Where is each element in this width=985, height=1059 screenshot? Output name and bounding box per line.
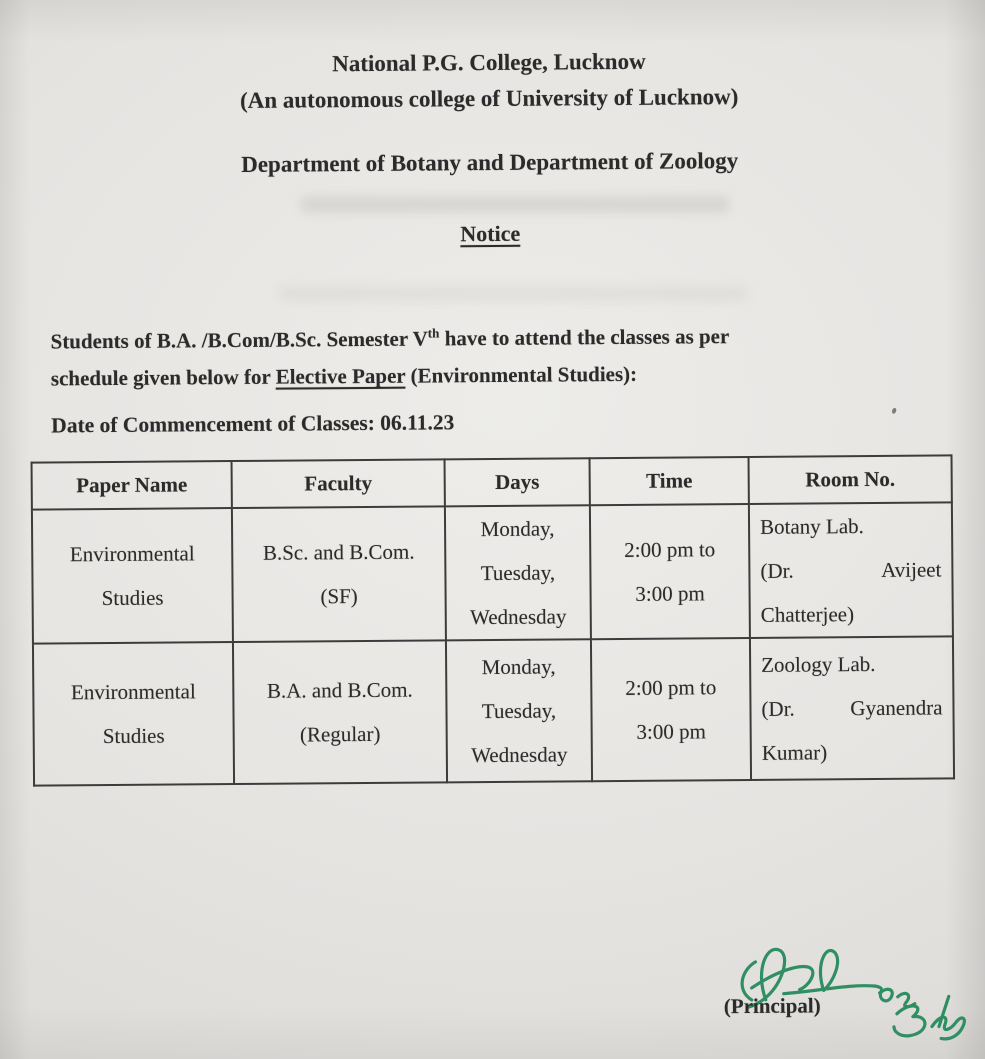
- col-header-room-no: Room No.: [749, 455, 952, 504]
- signature-block: [691, 934, 974, 1048]
- cell-line: Chatterjee): [760, 602, 855, 627]
- paragraph-text: (Environmental Studies):: [405, 361, 638, 388]
- table-row: [33, 636, 954, 785]
- signature-stroke: [880, 989, 915, 1007]
- cell-line: B.Sc. and B.Com.: [262, 539, 415, 565]
- cell-line: Studies: [102, 723, 165, 749]
- col-header-time: Time: [590, 457, 749, 505]
- cell-line: Monday,: [481, 654, 556, 680]
- cell-line: 3:00 pm: [636, 719, 706, 744]
- faculty-cell: [233, 640, 447, 784]
- cell-line: Wednesday: [470, 604, 567, 630]
- room-cell: [750, 636, 954, 780]
- paragraph-line-2: [51, 354, 931, 398]
- cell-line: (Regular): [299, 721, 381, 747]
- signature-stroke: [939, 996, 949, 1026]
- superscript-th: th: [427, 325, 440, 341]
- cell-line: Kumar): [761, 740, 828, 765]
- cell-line: Botany Lab.: [759, 514, 864, 539]
- principal-signature-icon: [691, 934, 974, 1048]
- col-header-days: Days: [445, 458, 590, 506]
- cell-line: Zoology Lab.: [761, 651, 876, 677]
- elective-paper-underlined: Elective Paper: [275, 363, 406, 389]
- paper-name-cell: [32, 508, 233, 644]
- paragraph-text: Students of B.A. /B.Com/B.Sc. Semester V: [50, 326, 428, 354]
- cell-line: Wednesday: [471, 742, 568, 768]
- cell-line: 2:00 pm to: [624, 537, 716, 562]
- time-cell: [591, 638, 751, 781]
- signature-stroke: [820, 950, 837, 990]
- notice-heading: Notice: [460, 220, 521, 247]
- col-header-faculty: Faculty: [232, 459, 445, 508]
- cell-line: Environmental: [70, 679, 196, 705]
- ink-speck: [891, 407, 897, 414]
- paragraph-text: schedule given below for: [50, 364, 276, 391]
- cell-line: Environmental: [69, 541, 195, 567]
- notice-body-paragraph: [50, 317, 931, 398]
- college-name: National P.G. College, Lucknow: [332, 48, 646, 77]
- table-header-row: [32, 455, 952, 509]
- college-subtitle: (An autonomous college of University of Lucknow): [239, 84, 739, 113]
- cell-line: 3:00 pm: [635, 581, 705, 606]
- faculty-cell: [232, 506, 446, 642]
- time-cell: [590, 504, 750, 639]
- paragraph-text: have to attend the classes as per: [439, 324, 730, 351]
- cell-line: B.A. and B.Com.: [266, 677, 413, 703]
- cell-line: (Dr. Avijeet: [760, 557, 942, 583]
- department-line: Department of Botany and Department of Zoology: [241, 148, 739, 177]
- cell-line: 2:00 pm to: [625, 675, 717, 700]
- cell-line: (SF): [320, 584, 358, 609]
- signature-stroke: [932, 1017, 965, 1039]
- class-schedule-table: [31, 454, 956, 786]
- cell-line: Studies: [101, 585, 164, 611]
- signature-stroke: [894, 1006, 925, 1036]
- days-cell: [445, 505, 591, 640]
- room-cell: [749, 502, 953, 638]
- cell-line: Monday,: [480, 516, 555, 542]
- cell-line: Tuesday,: [480, 560, 556, 586]
- table-row: [32, 502, 953, 643]
- commencement-date-line: Date of Commencement of Classes: 06.11.23: [51, 410, 455, 438]
- paper-name-cell: [33, 642, 234, 786]
- days-cell: [446, 639, 592, 782]
- cell-line: Tuesday,: [481, 698, 557, 724]
- principal-label: (Principal): [723, 993, 821, 1019]
- col-header-paper-name: Paper Name: [32, 461, 232, 510]
- cell-line: (Dr. Gyanendra: [761, 695, 943, 721]
